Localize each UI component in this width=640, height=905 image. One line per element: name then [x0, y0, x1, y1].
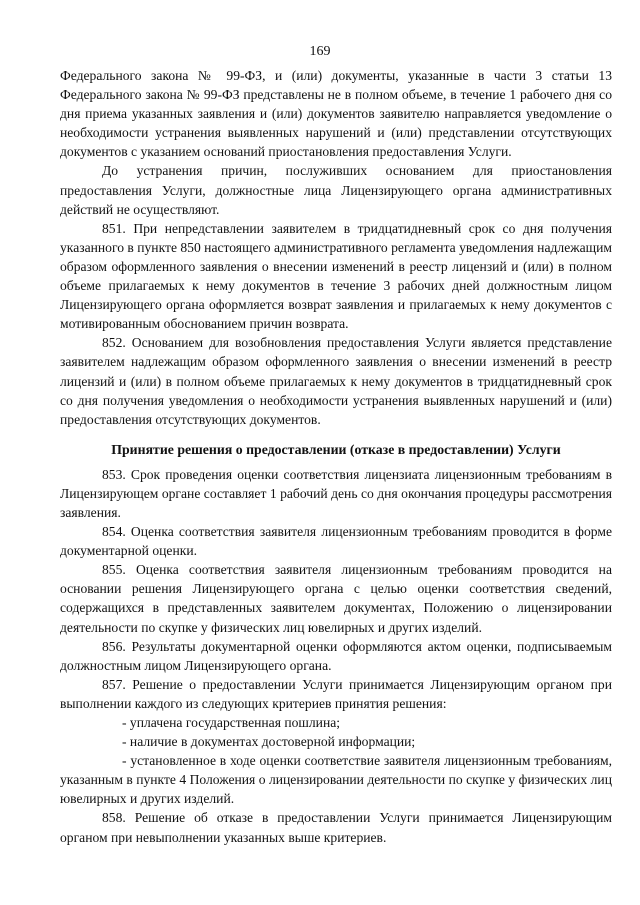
section-heading: Принятие решения о предоставлении (отказе в предоставлении) Услуги [111, 441, 561, 457]
paragraph-857: 857. Решение о предоставлении Услуги принимается Лицензирующим органом при выполнении каждого из следующих критериев принятия решения: [60, 676, 612, 711]
criteria-item-reliable-info: - наличие в документах достоверной информации; [122, 734, 416, 750]
paragraph-continuation: Федерального закона № 99-ФЗ, и (или) документы, указанные в части 3 статьи 13 Федерального закона № 99-ФЗ представлены не в полном объеме, в течение 1 рабочего дня со дня приема указанных заявления и (или) документов заявителю направляется уведомление о необходимости устранения выявленных нарушений и (или) представлении отсутствующих документов с указанием оснований приостановления предоставления Услуги. [60, 68, 612, 160]
criteria-item-fee: - уплачена государственная пошлина; [122, 715, 341, 730]
paragraph-suspension-note: До устранения причин, послуживших основанием для приостановления предоставления Услуги, должностные лица Лицензирующего органа административных действий не осуществляют. [60, 163, 612, 217]
paragraph-858: 858. Решение об отказе в предоставлении Услуги принимается Лицензирующим органом при невыполнении указанных выше критериев. [60, 810, 612, 845]
paragraph-855: 855. Оценка соответствия заявителя лицензионным требованиям проводится на основании решения Лицензирующего органа с целью оценки соответствия сведений, содержащихся в представленных заявителем документах, Положению о лицензировании деятельности по скупке у физических лиц ювелирных и других изделий. [60, 562, 612, 635]
criteria-list [60, 713, 612, 808]
paragraph-851: 851. При непредставлении заявителем в тридцатидневный срок со дня получения указанного в пункте 850 настоящего административного регламента уведомления надлежащим образом оформленного заявления о внесении изменений в реестр лицензий и (или) в полном объеме прилагаемых к нему документов в течение 3 рабочих дней должностным лицом Лицензирующего органа оформляется возврат заявления и прилагаемых к нему документов с мотивированным обоснованием причин возврата. [60, 220, 612, 332]
page-content [60, 66, 612, 847]
page-number: 169 [309, 44, 331, 59]
paragraph-852: 852. Основанием для возобновления предоставления Услуги является представление заявителем надлежащим образом оформленного заявления о внесении изменений в реестр лицензий и (или) в полном объеме прилагаемых к нему документов в тридцатидневный срок со дня получения уведомления о необходимости устранения выявленных нарушений и (или) предоставления отсутствующих документов. [60, 335, 612, 427]
criteria-item-compliance: - установленное в ходе оценки соответствие заявителя лицензионным требованиям, указанным в пункте 4 Положения о лицензировании деятельности по скупке у физических лиц ювелирных и других изделий. [60, 753, 612, 807]
paragraph-854: 854. Оценка соответствия заявителя лицензионным требованиям проводится в форме документарной оценки. [60, 524, 612, 559]
paragraph-853: 853. Срок проведения оценки соответствия лицензиата лицензионным требованиям в Лицензирующем органе составляет 1 рабочий день со дня окончания процедуры рассмотрения заявления. [60, 466, 612, 520]
paragraph-856: 856. Результаты документарной оценки оформляются актом оценки, подписываемым должностным лицом Лицензирующего органа. [60, 638, 612, 673]
